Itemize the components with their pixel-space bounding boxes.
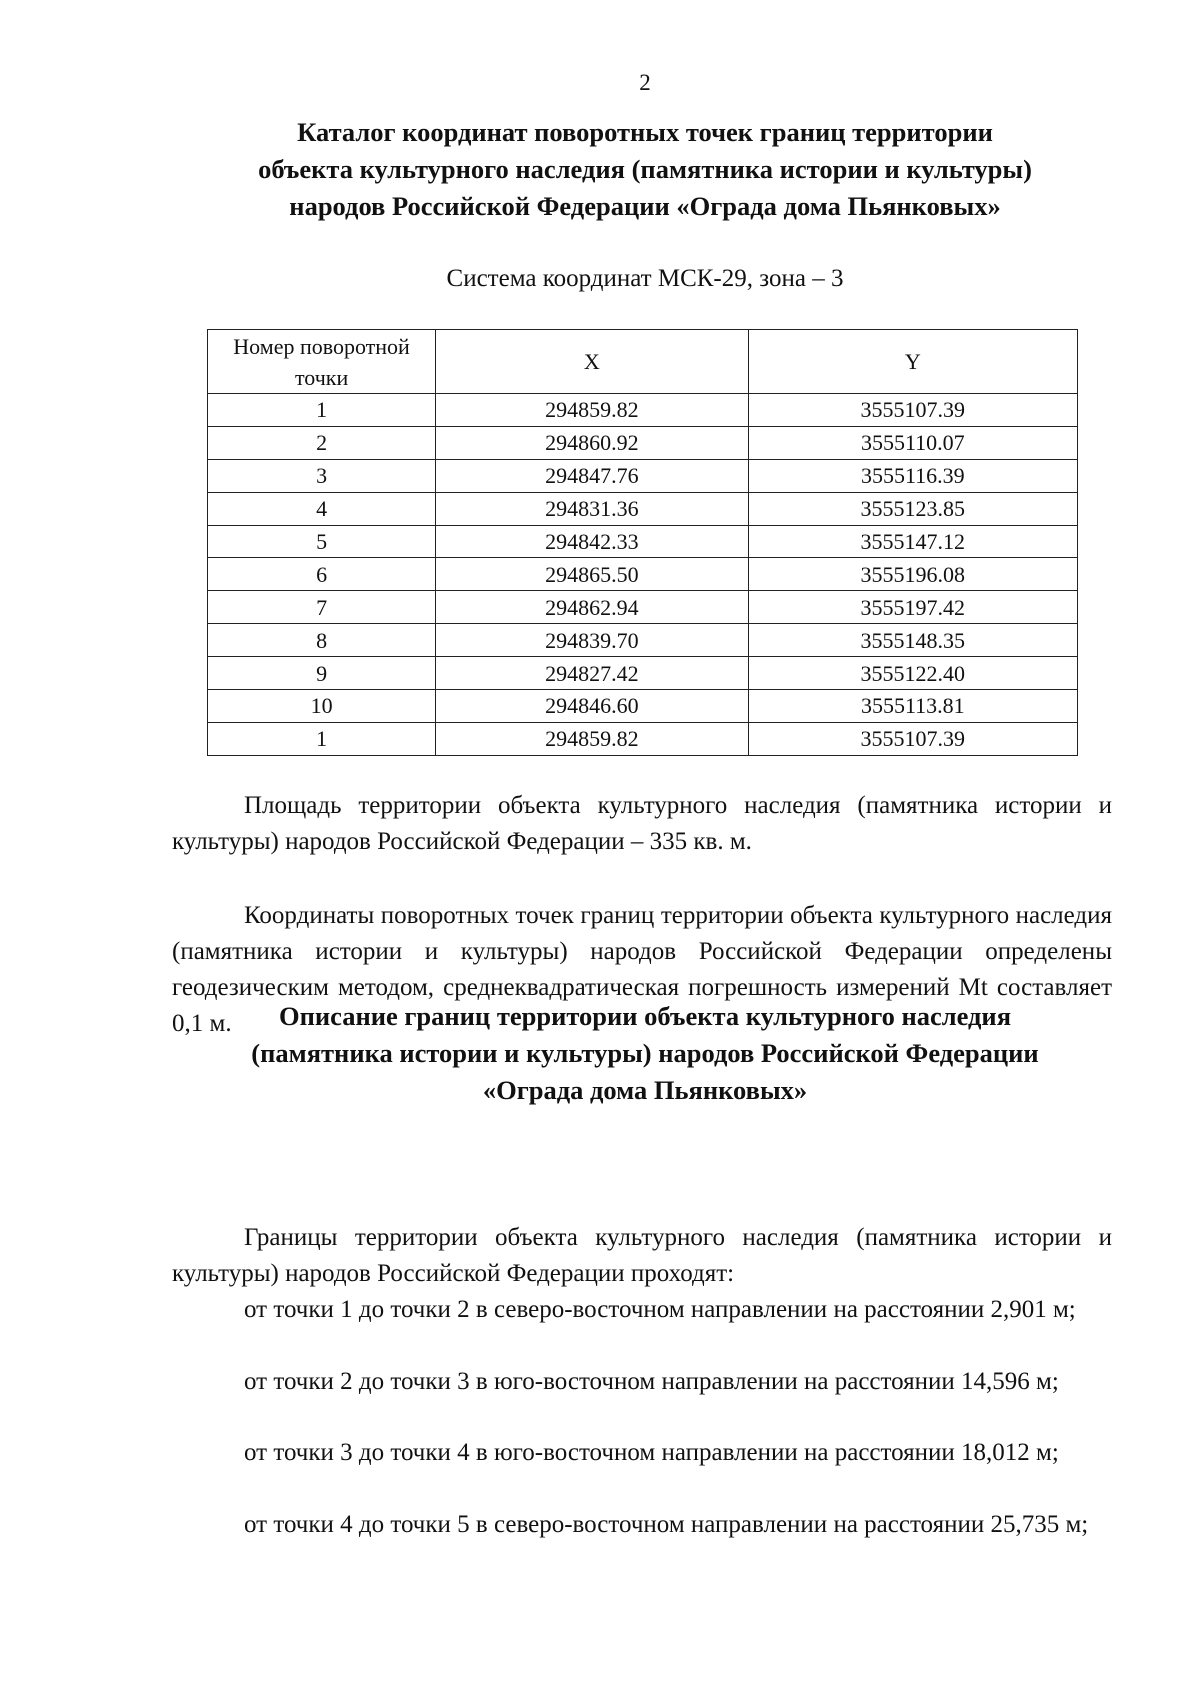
cell-y: 3555107.39 xyxy=(748,394,1077,427)
cell-point-number: 4 xyxy=(208,492,436,525)
description-title-line-2: (памятника истории и культуры) народов Российской Федерации xyxy=(251,1038,1039,1068)
cell-point-number: 5 xyxy=(208,525,436,558)
cell-x: 294842.33 xyxy=(436,525,748,558)
description-title-line-1: Описание границ территории объекта культурного наследия xyxy=(278,1001,1012,1031)
table-row xyxy=(208,426,1078,459)
table-row xyxy=(208,690,1078,723)
catalog-title-line-3: народов Российской Федерации «Ограда дома Пьянковых» xyxy=(289,191,1001,221)
table-row xyxy=(208,492,1078,525)
catalog-title xyxy=(0,114,1200,225)
cell-y: 3555123.85 xyxy=(748,492,1077,525)
cell-y: 3555148.35 xyxy=(748,624,1077,657)
boundary-segment: от точки 3 до точки 4 в юго-восточном направлении на расстоянии 18,012 м; xyxy=(244,1439,1059,1466)
catalog-title-line-2: объекта культурного наследия (памятника истории и культуры) xyxy=(258,154,1032,184)
boundaries-intro-paragraph: Границы территории объекта культурного наследия (памятника истории и культуры) народов Российской Федерации проходят: xyxy=(172,1224,1112,1287)
cell-y: 3555107.39 xyxy=(748,722,1077,755)
coordinates-table xyxy=(207,329,1078,756)
cell-x: 294862.94 xyxy=(436,591,748,624)
table-row xyxy=(208,558,1078,591)
area-paragraph: Площадь территории объекта культурного наследия (памятника истории и культуры) народов Российской Федерации – 335 кв. м. xyxy=(172,792,1112,855)
cell-x: 294831.36 xyxy=(436,492,748,525)
cell-x: 294860.92 xyxy=(436,426,748,459)
cell-point-number: 1 xyxy=(208,394,436,427)
boundary-segment: от точки 4 до точки 5 в северо-восточном направлении на расстоянии 25,735 м; xyxy=(244,1511,1089,1538)
cell-point-number: 10 xyxy=(208,690,436,723)
page-number: 2 xyxy=(639,70,651,95)
cell-x: 294847.76 xyxy=(436,459,748,492)
cell-point-number: 7 xyxy=(208,591,436,624)
cell-point-number: 9 xyxy=(208,657,436,690)
cell-x: 294846.60 xyxy=(436,690,748,723)
table-row xyxy=(208,624,1078,657)
boundary-segment: от точки 2 до точки 3 в юго-восточном направлении на расстоянии 14,596 м; xyxy=(244,1368,1059,1395)
table-row xyxy=(208,525,1078,558)
cell-y: 3555110.07 xyxy=(748,426,1077,459)
cell-y: 3555113.81 xyxy=(748,690,1077,723)
cell-x: 294865.50 xyxy=(436,558,748,591)
cell-x: 294859.82 xyxy=(436,394,748,427)
boundary-segment: от точки 1 до точки 2 в северо-восточном направлении на расстоянии 2,901 м; xyxy=(244,1296,1076,1323)
table-header-row xyxy=(208,330,1078,394)
cell-y: 3555196.08 xyxy=(748,558,1077,591)
catalog-title-line-1: Каталог координат поворотных точек границ территории xyxy=(297,117,993,147)
cell-point-number: 3 xyxy=(208,459,436,492)
cell-point-number: 2 xyxy=(208,426,436,459)
cell-y: 3555147.12 xyxy=(748,525,1077,558)
cell-x: 294839.70 xyxy=(436,624,748,657)
description-title xyxy=(0,998,1200,1109)
cell-point-number: 6 xyxy=(208,558,436,591)
coordinate-system-label: Система координат МСК-29, зона – 3 xyxy=(446,265,844,292)
cell-point-number: 1 xyxy=(208,722,436,755)
cell-point-number: 8 xyxy=(208,624,436,657)
cell-x: 294859.82 xyxy=(436,722,748,755)
cell-y: 3555197.42 xyxy=(748,591,1077,624)
header-y: Y xyxy=(748,330,1077,394)
table-row xyxy=(208,394,1078,427)
table-row xyxy=(208,591,1078,624)
table-row xyxy=(208,459,1078,492)
cell-x: 294827.42 xyxy=(436,657,748,690)
accuracy-paragraph: Координаты поворотных точек границ территории объекта культурного наследия (памятника истории и культуры) народов Российской Федерации определены геодезическим методом, среднеквадратическая погрешность измерений Mt составляет 0,1 м. xyxy=(172,902,1112,1037)
table-row xyxy=(208,657,1078,690)
cell-y: 3555116.39 xyxy=(748,459,1077,492)
header-point-number: Номер поворотной точки xyxy=(208,330,436,394)
table-row xyxy=(208,722,1078,755)
header-x: X xyxy=(436,330,748,394)
cell-y: 3555122.40 xyxy=(748,657,1077,690)
description-title-line-3: «Ограда дома Пьянковых» xyxy=(482,1075,808,1105)
